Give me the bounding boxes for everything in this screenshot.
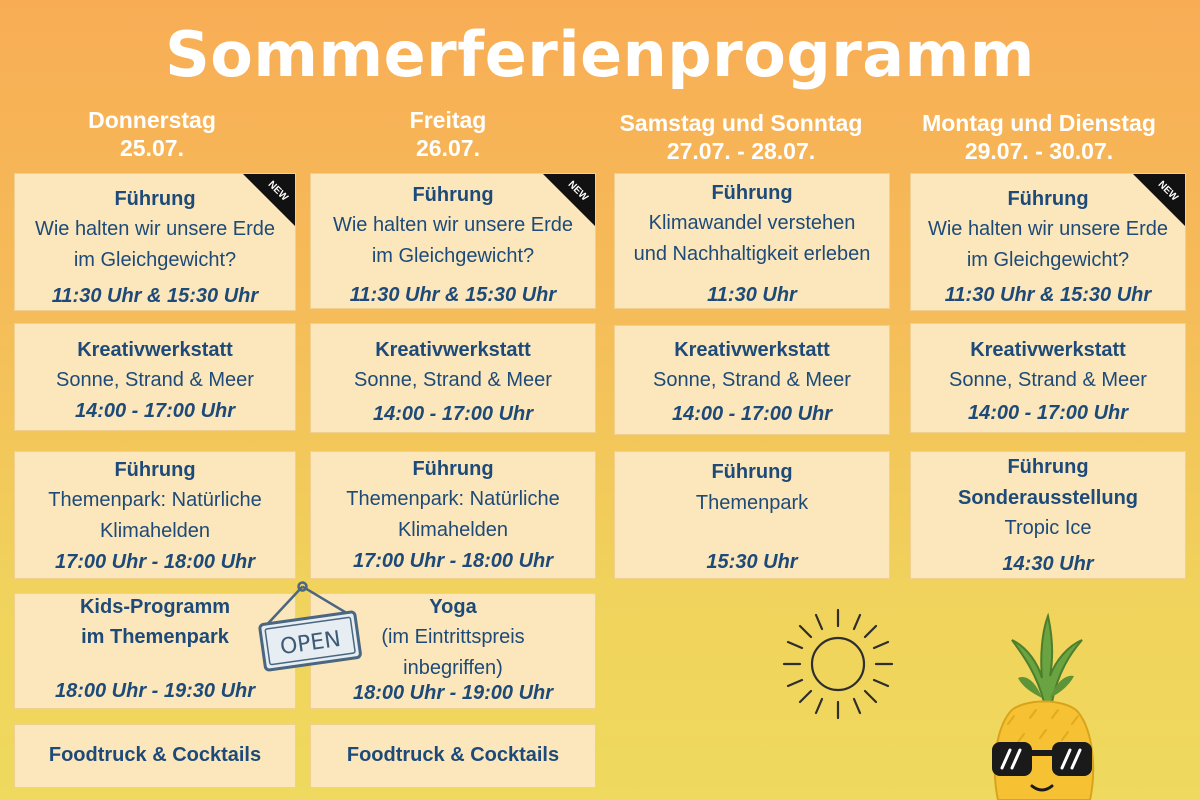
day-date: 27.07. - 28.07. [666,138,816,164]
event-title: Führung [711,182,793,204]
event-card-themepark-sat [614,451,890,579]
day-name: Freitag [409,107,487,133]
day-name: Donnerstag [88,107,216,133]
event-subtitle: Wie halten wir unsere Erde [927,218,1169,240]
event-time: 14:00 - 17:00 Uhr [74,400,236,422]
day-name: Samstag und Sonntag [619,110,863,136]
pineapple-icon [978,612,1108,800]
event-card-tour-earth-thu [14,173,296,311]
event-subtitle: Sonne, Strand & Meer [653,369,851,391]
event-title: Yoga [429,596,477,618]
event-title: Führung [412,184,494,206]
event-time: 15:30 Uhr [706,551,798,573]
event-card-workshop-thu [14,323,296,431]
event-card-tour-earth-mon [910,173,1186,311]
event-subtitle: Klimahelden [397,519,509,541]
event-card-workshop-fri [310,323,596,433]
event-time: 17:00 Uhr - 18:00 Uhr [352,550,554,572]
event-subtitle: Sonne, Strand & Meer [354,369,552,391]
event-subtitle: Klimawandel verstehen [648,212,856,234]
event-title: Kreativwerkstatt [375,339,531,361]
open-sign-icon [254,580,366,680]
event-time: 18:00 Uhr - 19:30 Uhr [54,680,256,702]
event-subtitle: im Gleichgewicht? [966,249,1130,271]
event-title: Führung [1007,456,1089,478]
event-title: Foodtruck & Cocktails [48,744,262,766]
page-title: Sommerferienprogramm [165,18,1035,91]
event-card-exhibition-mon [910,451,1186,579]
event-card-tour-climate [614,173,890,309]
event-subtitle: (im Eintrittspreis [381,626,525,648]
event-subtitle: im Gleichgewicht? [73,249,237,271]
event-title-secondary: Sonderausstellung [957,487,1139,509]
event-title: Kreativwerkstatt [970,339,1126,361]
day-date: 25.07. [120,135,184,161]
day-date: 29.07. - 30.07. [964,138,1114,164]
event-card-foodtruck-thu [14,724,296,788]
event-title: Führung [1007,188,1089,210]
event-subtitle: Klimahelden [99,520,211,542]
event-time: 14:00 - 17:00 Uhr [372,403,534,425]
new-badge-icon [1133,174,1185,226]
event-title: Führung [114,188,196,210]
sun-icon [768,600,908,730]
new-badge-icon [243,174,295,226]
event-subtitle: Themenpark: Natürliche [346,488,560,510]
event-time: 11:30 Uhr & 15:30 Uhr [349,284,557,306]
event-card-workshop-mon [910,323,1186,433]
new-badge-text: NEW [565,179,590,204]
day-header-mon-tue [898,109,1180,165]
event-card-tour-earth-fri [310,173,596,309]
event-title: Foodtruck & Cocktails [346,744,560,766]
event-time: 18:00 Uhr - 19:00 Uhr [352,682,554,704]
event-subtitle: inbegriffen) [403,657,503,679]
day-header-sat-sun [600,109,882,165]
event-subtitle: im Gleichgewicht? [371,245,535,267]
day-header-thursday [52,106,252,162]
new-badge-icon [543,174,595,226]
event-time: 11:30 Uhr & 15:30 Uhr [51,285,259,307]
event-time: 14:30 Uhr [1002,553,1094,575]
event-subtitle: Tropic Ice [1004,517,1092,539]
event-title: Führung [711,461,793,483]
open-sign-text: OPEN [278,626,343,661]
event-time: 11:30 Uhr [707,284,797,306]
event-title: Kreativwerkstatt [77,339,233,361]
event-time: 11:30 Uhr & 15:30 Uhr [944,284,1152,306]
event-subtitle: Themenpark [695,492,809,514]
event-card-foodtruck-fri [310,724,596,788]
event-title-secondary: im Themenpark [81,626,229,648]
event-subtitle: Wie halten wir unsere Erde [34,218,276,240]
new-badge-text: NEW [1155,179,1180,204]
event-time: 14:00 - 17:00 Uhr [967,402,1129,424]
event-subtitle: Sonne, Strand & Meer [949,369,1147,391]
event-title: Führung [114,459,196,481]
event-time: 17:00 Uhr - 18:00 Uhr [54,551,256,573]
day-name: Montag und Dienstag [922,110,1156,136]
event-subtitle: und Nachhaltigkeit erleben [633,243,871,265]
event-subtitle: Sonne, Strand & Meer [56,369,254,391]
event-subtitle: Wie halten wir unsere Erde [332,214,574,236]
event-title: Führung [412,458,494,480]
new-badge-text: NEW [265,179,290,204]
event-subtitle: Themenpark: Natürliche [48,489,262,511]
day-header-friday [348,106,548,162]
event-title: Kids-Programm [79,596,231,618]
event-title: Kreativwerkstatt [674,339,830,361]
event-card-themepark-thu [14,451,296,579]
event-time: 14:00 - 17:00 Uhr [671,403,833,425]
day-date: 26.07. [416,135,480,161]
event-card-themepark-fri [310,451,596,579]
event-card-workshop-sat [614,325,890,435]
